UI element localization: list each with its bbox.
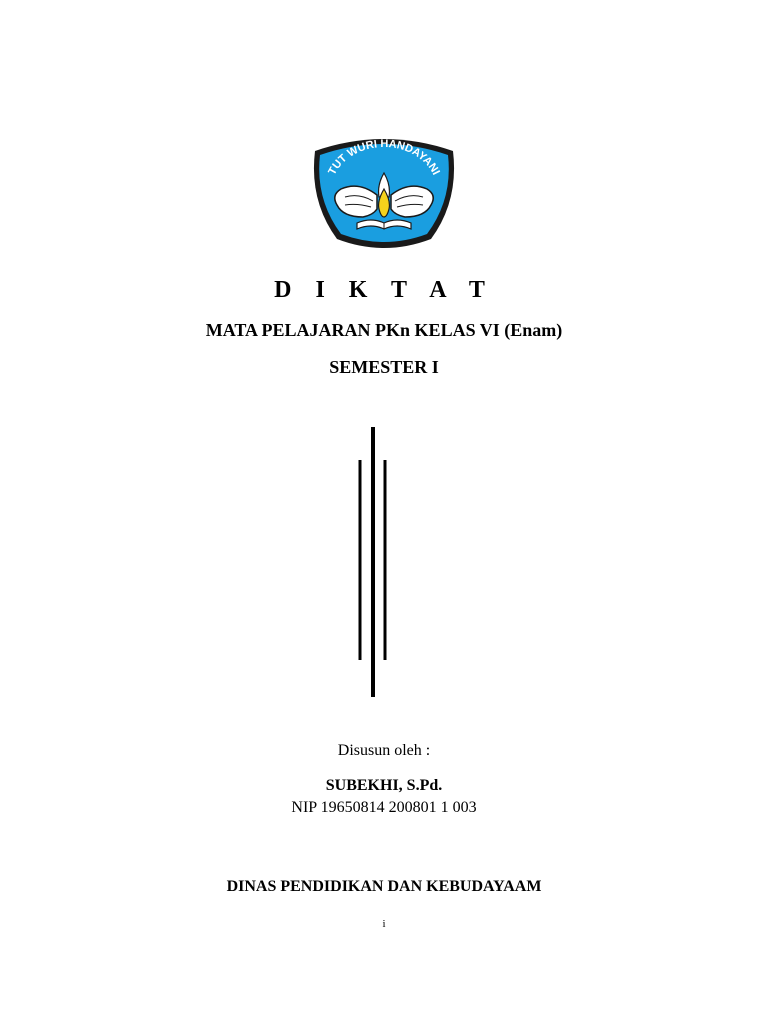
document-title: D I K T A T <box>274 277 494 303</box>
logo-emblem-icon <box>307 131 461 253</box>
logo-motto: TUT WURI HANDAYANI <box>326 137 442 178</box>
author-nip: NIP 19650814 200801 1 003 <box>291 799 477 816</box>
semester-heading: SEMESTER I <box>329 357 439 377</box>
author-name: SUBEKHI, S.Pd. <box>325 777 443 794</box>
page-number: i <box>382 918 386 930</box>
agency-name: DINAS PENDIDIKAN DAN KEBUDAYAAM <box>226 878 542 895</box>
compiled-by-label: Disusun oleh : <box>337 742 431 759</box>
decorative-lines <box>352 425 396 699</box>
tut-wuri-handayani-logo <box>307 131 461 253</box>
subject-heading: MATA PELAJARAN PKn KELAS VI (Enam) <box>205 320 563 340</box>
